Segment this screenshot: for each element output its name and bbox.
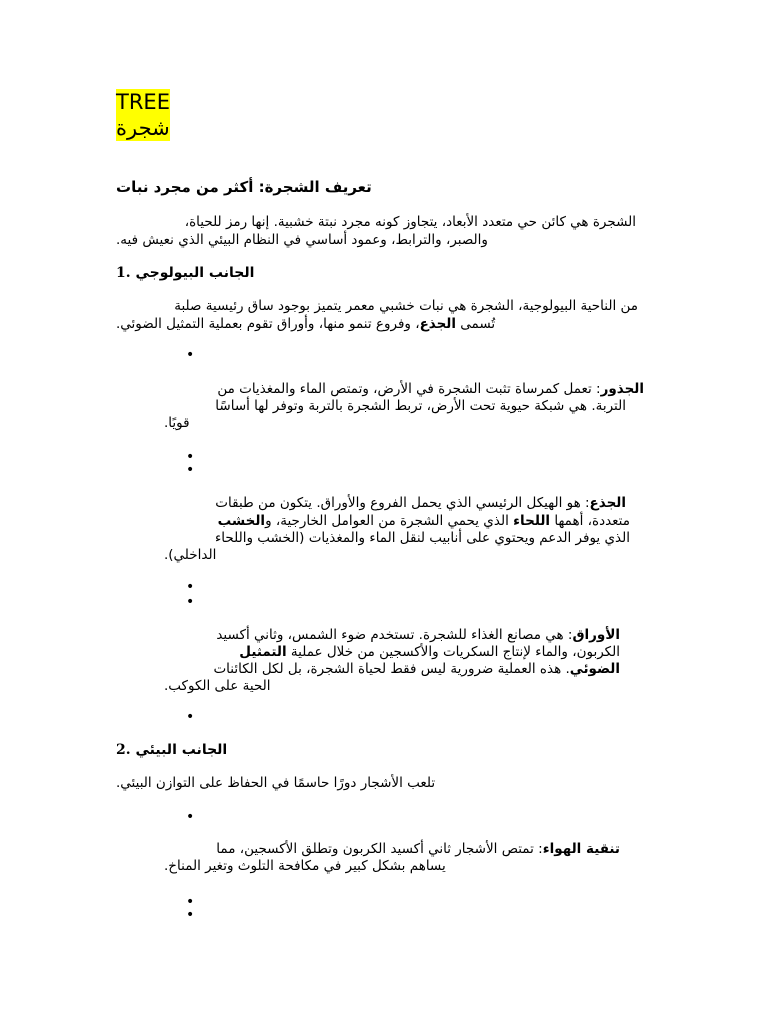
list-bullet: • — [186, 907, 195, 923]
title-arabic: شجرة — [116, 116, 170, 140]
leaves-line-3: الضوئي. هذه العملية ضرورية ليس فقط لحياة الشجرة، بل لكل الكائنات — [213, 661, 620, 677]
list-bullet: • — [186, 462, 195, 478]
roots-line-2: التربة. هي شبكة حيوية تحت الأرض، تربط الشجرة بالتربة وتوفر لها أساسًا — [215, 398, 626, 414]
section-1-heading — [116, 264, 296, 282]
air-term: تنقية الهواء — [542, 841, 620, 857]
list-bullet: • — [186, 449, 195, 465]
leaves-line-2: الكربون، والماء لإنتاج السكريات والأكسجين من خلال عملية التمثيل — [239, 644, 620, 660]
trunk-term: الجذع — [589, 495, 626, 511]
photosynthesis-term-1: التمثيل — [239, 644, 287, 660]
section-1-para-line-2: تُسمى الجذع، وفروع تنمو منها، وأوراق تقوم بعملية التمثيل الضوئي. — [116, 316, 496, 332]
section-1-para-line-1: من الناحية البيولوجية، الشجرة هي نبات خشبي معمر يتميز بوجود ساق رئيسية صلبة — [174, 298, 638, 314]
section-2-title: الجانب البيئي — [135, 742, 228, 758]
list-bullet: • — [186, 347, 195, 363]
section-2-number: 2. — [116, 742, 131, 758]
leaves-line-1: الأوراق: هي مصانع الغذاء للشجرة. تستخدم ضوء الشمس، وثاني أكسيد — [216, 627, 620, 643]
trunk-line-1: الجذع: هو الهيكل الرئيسي الذي يحمل الفروع والأوراق. يتكون من طبقات — [215, 495, 626, 511]
title-english: TREE — [116, 90, 170, 114]
photosynthesis-term-2: الضوئي — [569, 661, 620, 677]
list-bullet: • — [186, 894, 195, 910]
list-bullet: • — [186, 594, 195, 610]
intro-line-2: والصبر، والترابط، وعمود أساسي في النظام البيئي الذي نعيش فيه. — [116, 232, 488, 248]
leaves-term: الأوراق — [572, 627, 620, 643]
list-bullet: • — [186, 809, 195, 825]
section-2-heading — [116, 741, 296, 759]
list-bullet: • — [186, 579, 195, 595]
title-block — [116, 89, 170, 141]
air-line-2: يساهم بشكل كبير في مكافحة التلوث وتغير المناخ. — [164, 858, 446, 874]
trunk-line-4: الداخلي). — [164, 547, 217, 563]
trunk-line-3: الذي يوفر الدعم ويحتوي على أنابيب لنقل الماء والمغذيات (الخشب واللحاء — [214, 530, 630, 546]
trunk-line-2: متعددة، أهمها اللحاء الذي يحمي الشجرة من العوامل الخارجية، والخشب — [217, 513, 630, 529]
roots-term: الجذور — [600, 381, 644, 397]
roots-line-3: قويًا. — [164, 415, 190, 431]
bark-term: اللحاء — [513, 513, 551, 529]
roots-line-1: الجذور: تعمل كمرساة تثبت الشجرة في الأرض، وتمتص الماء والمغذيات من — [217, 381, 644, 397]
section-1-title: الجانب البيولوجي — [135, 265, 255, 281]
air-line-1: تنقية الهواء: تمتص الأشجار ثاني أكسيد الكربون وتطلق الأكسجين، مما — [216, 841, 620, 857]
wood-term: الخشب — [217, 513, 266, 529]
section-1-number: 1. — [116, 265, 131, 281]
list-bullet: • — [186, 709, 195, 725]
leaves-line-4: الحية على الكوكب. — [164, 678, 271, 694]
intro-line-1: الشجرة هي كائن حي متعدد الأبعاد، يتجاوز كونه مجرد نبتة خشبية. إنها رمز للحياة، — [184, 214, 636, 230]
section-2-para: تلعب الأشجار دورًا حاسمًا في الحفاظ على التوازن البيئي. — [116, 775, 436, 791]
main-heading: تعريف الشجرة: أكثر من مجرد نبات — [116, 178, 372, 196]
trunk-term-inline: الجذع — [419, 316, 457, 332]
